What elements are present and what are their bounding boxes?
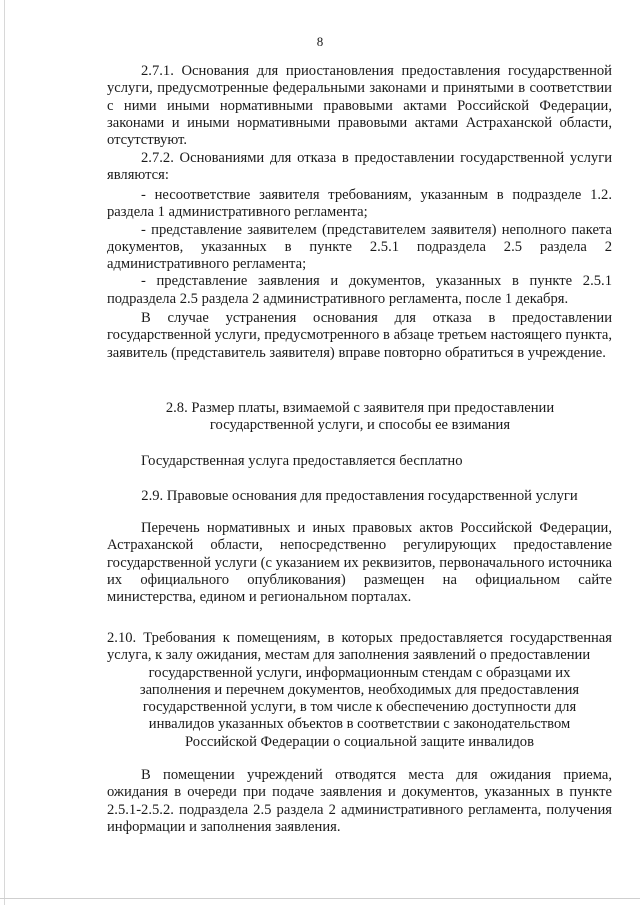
paragraph-2-10: В помещении учреждений отводятся места для ожидания приема, ожидания в очереди при подаче заявления и документов, указанных в пункте 2.5.1-2.5.2. подраздела 2.5 раздела 2 административного регламента, получения информации и заполнения заявления.: [107, 767, 612, 835]
paragraph-2-7-1: 2.7.1. Основания для приостановления предоставления государственной услуги, предусмотренные федеральными законами и принятыми в соответствии с ними иными нормативными правовыми актами Российской Федерации, законами и иными нормативными правовыми актами Астраханской области, отсутствуют.: [107, 63, 612, 149]
heading-2-9: 2.9. Правовые основания для предоставления государственной услуги: [141, 488, 578, 504]
heading-2-10: [107, 630, 612, 751]
heading-2-10-first: 2.10. Требования к помещениям, в которых предоставляется государственная услуга, к залу ожидания, местам для заполнения заявлений о предоставлении: [107, 630, 612, 664]
list-item: - представление заявителем (представителем заявителя) неполного пакета документов, указанных в пункте 2.5.1 подраздела 2.5 раздела 2 административного регламента;: [107, 221, 612, 273]
paragraph-2-7-2: 2.7.2. Основаниями для отказа в предоставлении государственной услуги являются:: [107, 150, 612, 184]
heading-2-8: 2.8. Размер платы, взимаемой с заявителя при предоставлении государственной услуги, и способы ее взимания: [165, 400, 555, 434]
list-item: - несоответствие заявителя требованиям, указанным в подразделе 1.2. раздела 1 административного регламента;: [107, 187, 612, 221]
scan-edge-left: [4, 0, 5, 905]
scan-edge-bottom: [0, 898, 640, 899]
paragraph-2-8: Государственная услуга предоставляется бесплатно: [141, 453, 463, 469]
paragraph-2-9: Перечень нормативных и иных правовых актов Российской Федерации, Астраханской области, непосредственно регулирующих предоставление государственной услуги (с указанием их реквизитов, первоначального источника их официального опубликования) размещен на официальном сайте министерства, едином и региональном порталах.: [107, 520, 612, 606]
heading-2-10-rest: государственной услуги, информационным стендам с образцами их заполнения и перечнем документов, необходимых для предоставления государственной услуги, в том числе к обеспечению доступности для инвалидов указанных объектов в соответствии с законодательством Российской Федерации о социальной защите инвалидов: [139, 664, 580, 750]
paragraph-repeat-request: В случае устранения основания для отказа в предоставлении государственной услуги, предусмотренного в абзаце третьем настоящего пункта, заявитель (представитель заявителя) вправе повторно обратиться в учреждение.: [107, 310, 612, 361]
refusal-grounds-list: [107, 187, 612, 308]
page-number: 8: [316, 34, 324, 49]
list-item: - представление заявления и документов, указанных в пункте 2.5.1 подраздела 2.5 раздела 2 административного регламента, после 1 декабря.: [107, 273, 612, 307]
